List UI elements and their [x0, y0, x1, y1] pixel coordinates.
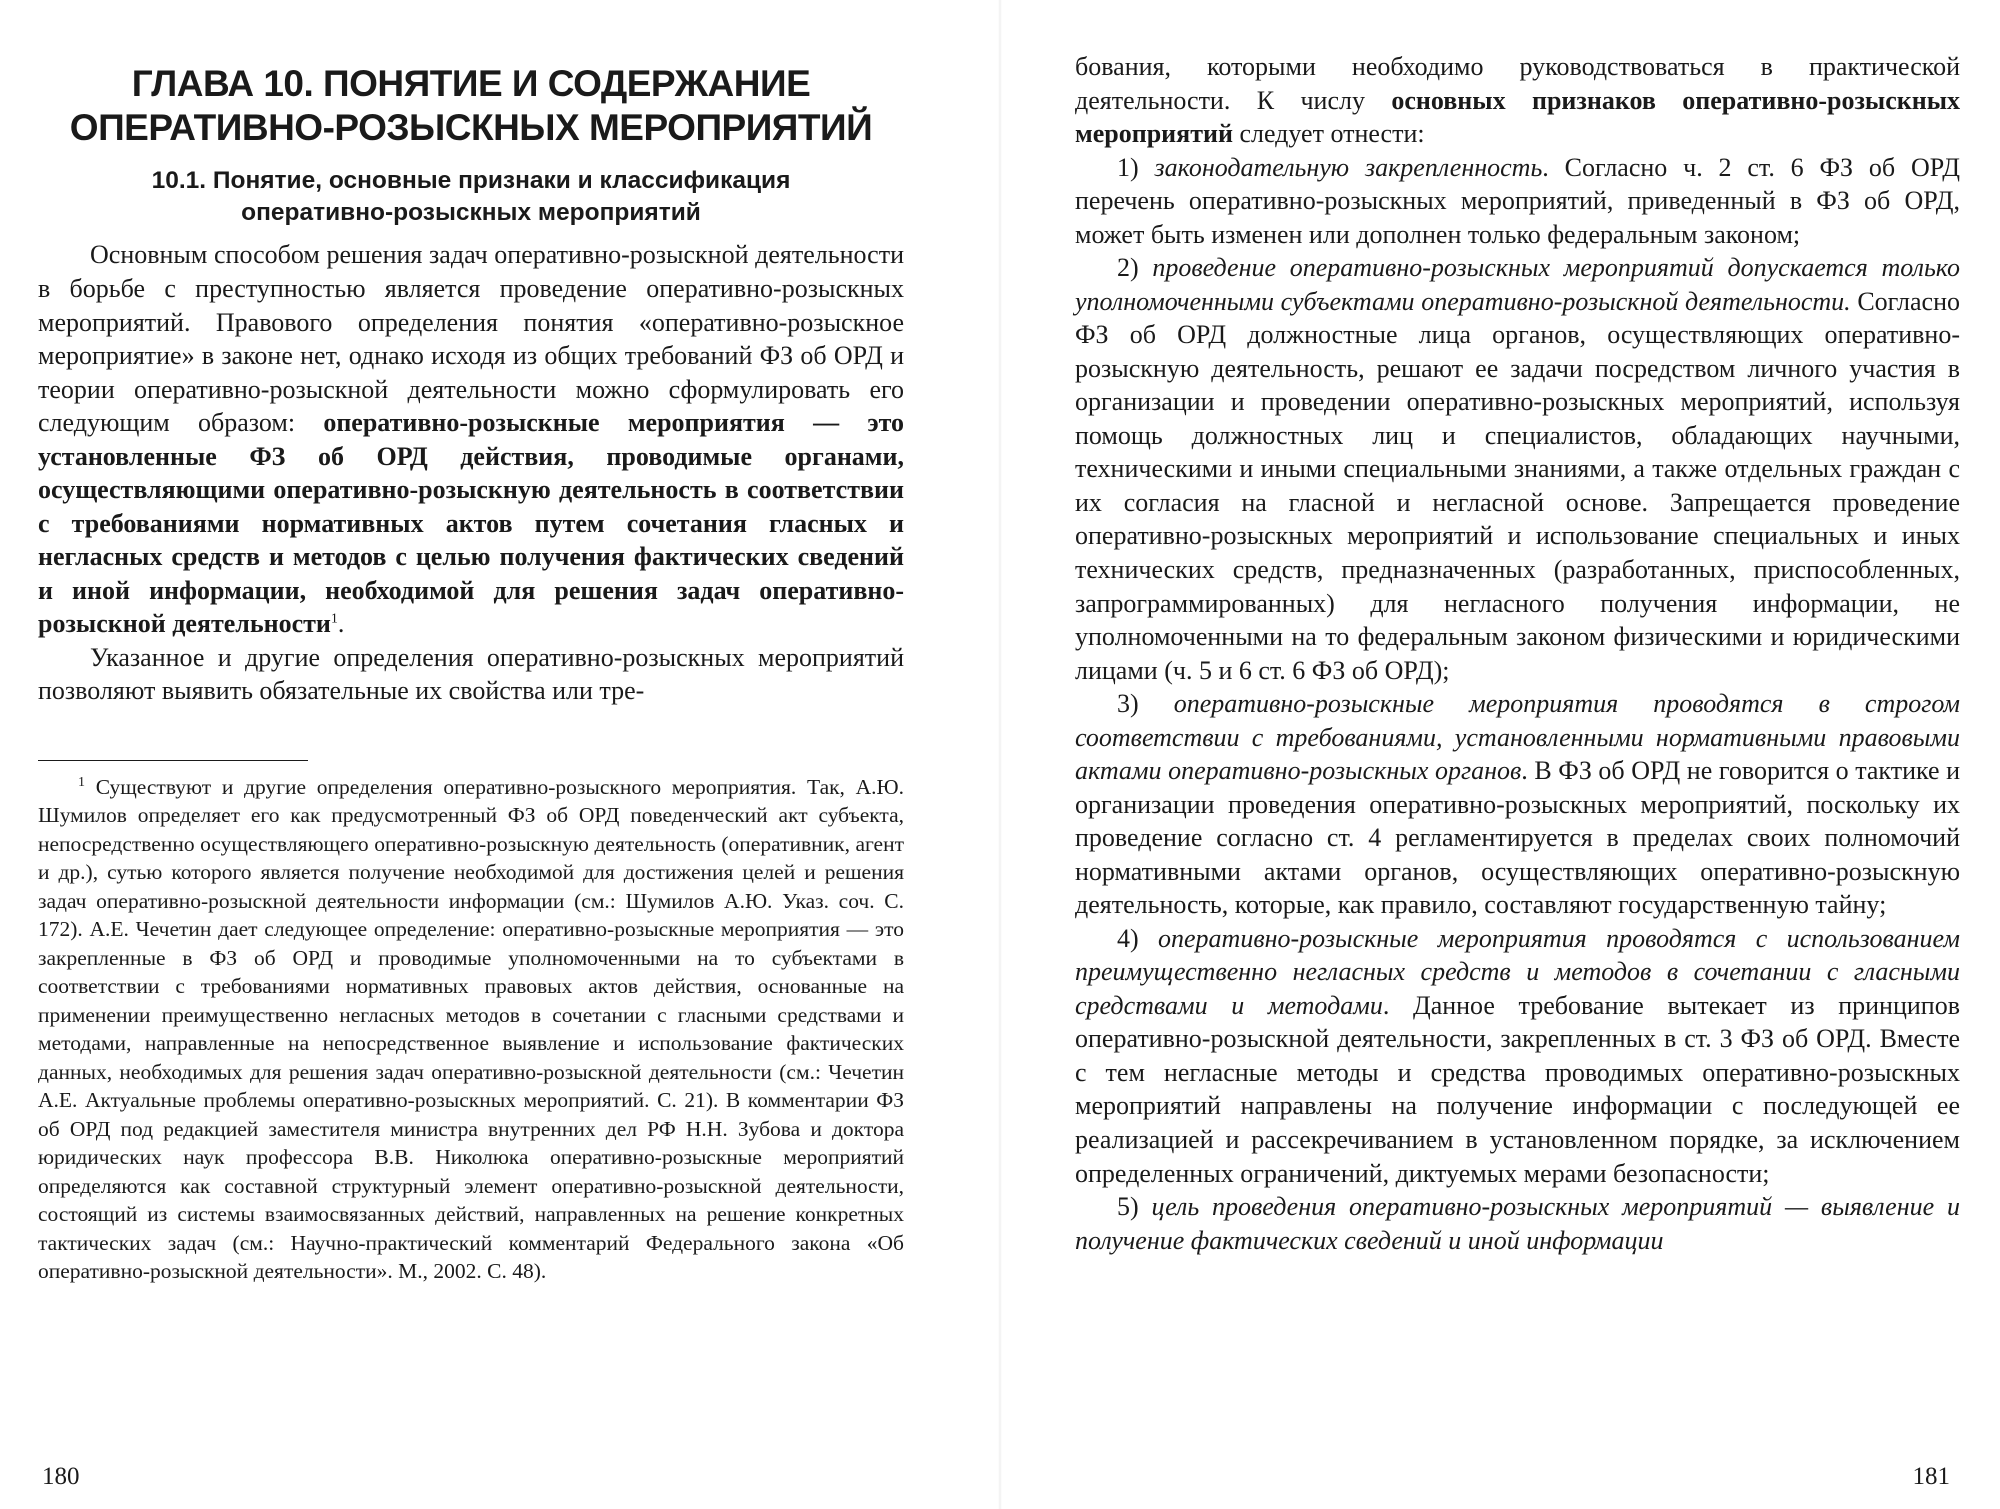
list-item-3 [1075, 687, 1960, 922]
chapter-title [38, 62, 904, 151]
paragraph-text: Основным способом решения задач оперативно-розыскной деятельности в борьбе с преступностью является проведение оперативно-розыскных мероприятий. Правового определения понятия «оперативно-розыскное мероприятие» в законе нет, однако исходя из общих требований ФЗ об ОРД и теории оперативно-розыскной деятельности можно сформулировать его следующим образом: [38, 240, 904, 438]
section-title-line2: оперативно-розыскных мероприятий [241, 198, 701, 226]
bold-term: основных признаков оперативно-розыскных мероприятий [1075, 85, 1961, 149]
list-item-4 [1075, 922, 1960, 1190]
right-page [1000, 0, 2000, 1509]
list-number: 5) [1117, 1192, 1152, 1222]
list-item-text: . В ФЗ об ОРД не говорится о тактике и организации проведения оперативно-розыскных мероприятий, поскольку их проведение согласно ст. 4 регламентируется в пределах своих полномочий нормативными актами органов, осуществляющих оперативно-розыскную деятельность, которые, как правило, составляют государственную тайну; [1075, 756, 1960, 920]
section-title [38, 165, 904, 229]
list-item-1 [1075, 151, 1960, 252]
list-item-text: Согласно ФЗ об ОРД должностные лица органов, осуществляющих оперативно-розыскную деятельность, решают ее задачи посредством личного участия в организации и проведении оперативно-розыскных мероприятий, используя помощь должностных лиц и специалистов, обладающих научными, техническими и иными специальными знаниями, а также отдельных граждан с их согласия на гласной и негласной основе. Запрещается проведение оперативно-розыскных мероприятий и использование специальных и иных технических средств, предназначенных (разработанных, приспособленных, запрограммированных) для негласного получения информации, не уполномоченными на то федеральным законом физическими и юридическими лицами (ч. 5 и 6 ст. 6 ФЗ об ОРД); [1075, 286, 1960, 685]
paragraph-definition [38, 238, 904, 640]
paragraph-continuation [1075, 50, 1960, 151]
footnote-reference: 1 [330, 611, 338, 627]
footnote-divider [38, 760, 308, 761]
list-item-text: . Согласно ч. 2 ст. 6 ФЗ об ОРД перечень оперативно-розыскных мероприятий, приведенный в ФЗ об ОРД, может быть изменен или дополнен только федеральным законом; [1075, 152, 1960, 249]
paragraph-text: Указанное и другие определения оперативно-розыскных мероприятий позволяют выявить обязательные их свойства или тре- [38, 642, 904, 706]
list-item-2 [1075, 251, 1960, 687]
list-number: 2) [1117, 253, 1153, 283]
list-item-italic: оперативно-розыскные мероприятия проводятся с использованием преимущественно негласных средств и методов в сочетании с гласными средствами и методами [1075, 923, 1960, 1020]
page-number-left: 180 [42, 1463, 80, 1490]
list-item-italic: проведение оперативно-розыскных мероприятий допускается только уполномоченными субъектами оперативно-розыскной деятельности. [1075, 253, 1960, 316]
list-item-5 [1075, 1190, 1960, 1257]
list-number: 4) [1117, 923, 1159, 953]
paragraph-properties [38, 641, 904, 708]
list-item-italic: оперативно-розыскные мероприятия проводятся в строгом соответствии с требованиями, установленными нормативными правовыми актами оперативно-розыскных органов [1075, 689, 1960, 786]
paragraph-end: . [337, 609, 345, 639]
paragraph-text: бования, которыми необходимо руководствоваться в практической деятельности. К числу [1075, 52, 1960, 115]
list-number: 1) [1117, 152, 1155, 182]
footnote [38, 773, 904, 1286]
bold-definition: оперативно-розыскные мероприятия — это установленные ФЗ об ОРД действия, проводимые органами, осуществляющими оперативно-розыскную деятельность в соответствии с требованиями нормативных актов путем сочетания гласных и негласных средств и методов с целью получения фактических сведений и иной информации, необходимой для решения задач оперативно-розыскной деятельности [38, 408, 905, 639]
section-title-line1: 10.1. Понятие, основные признаки и классификация [151, 166, 791, 194]
chapter-title-line1: ГЛАВА 10. ПОНЯТИЕ И СОДЕРЖАНИЕ [131, 63, 811, 104]
page-number-right: 181 [1912, 1463, 1950, 1490]
paragraph-end: следует отнести: [1232, 119, 1425, 149]
footnote-text: Существуют и другие определения оперативно-розыскного мероприятия. Так, А.Ю. Шумилов определяет его как предусмотренный ФЗ об ОРД поведенческий акт субъекта, непосредственно осуществляющего оперативно-розыскную деятельность (оперативник, агент и др.), сутью которого является получение необходимой для достижения целей и решения задач оперативно-розыскной деятельности информации (см.: Шумилов А.Ю. Указ. соч. С. 172). А.Е. Чечетин дает следующее определение: оперативно-розыскные мероприятия — это закрепленные в ФЗ об ОРД и проводимые уполномоченными на то субъектами в соответствии с требованиями нормативных правовых актов действия, основанные на применении преимущественно негласных методов в сочетании с гласными средствами и методами, направленные на непосредственное выявление и использование фактических данных, необходимых для решения задач оперативно-розыскной деятельности (см.: Чечетин А.Е. Актуальные проблемы оперативно-розыскных мероприятий. С. 21). В комментарии ФЗ об ОРД под редакцией заместителя министра внутренних дел РФ Н.Н. Зубова и доктора юридических наук профессора В.В. Николюка оперативно-розыскные мероприятий определяются как составной структурный элемент оперативно-розыскной деятельности, состоящий из системы взаимосвязанных действий, направленных на решение конкретных тактических задач (см.: Научно-практический комментарий Федерального закона «Об оперативно-розыскной деятельности». М., 2002. С. 48). [38, 774, 904, 1284]
chapter-title-line2: ОПЕРАТИВНО-РОЗЫСКНЫХ МЕРОПРИЯТИЙ [69, 107, 873, 149]
list-item-italic: цель проведения оперативно-розыскных мероприятий — выявление и получение фактических сведений и иной информации [1075, 1192, 1960, 1255]
list-item-italic: законодательную закрепленность [1154, 152, 1543, 182]
list-item-text: . Данное требование вытекает из принципов оперативно-розыскной деятельности, закрепленных в ст. 3 ФЗ об ОРД. Вместе с тем негласные методы и средства проводимых оперативно-розыскных мероприятий направлены на получение информации с последующей ее реализацией и рассекречиванием в установленном порядке, за исключением определенных ограничений, диктуемых мерами безопасности; [1075, 990, 1960, 1188]
footnote-mark: 1 [78, 774, 85, 790]
list-number: 3) [1117, 689, 1174, 719]
